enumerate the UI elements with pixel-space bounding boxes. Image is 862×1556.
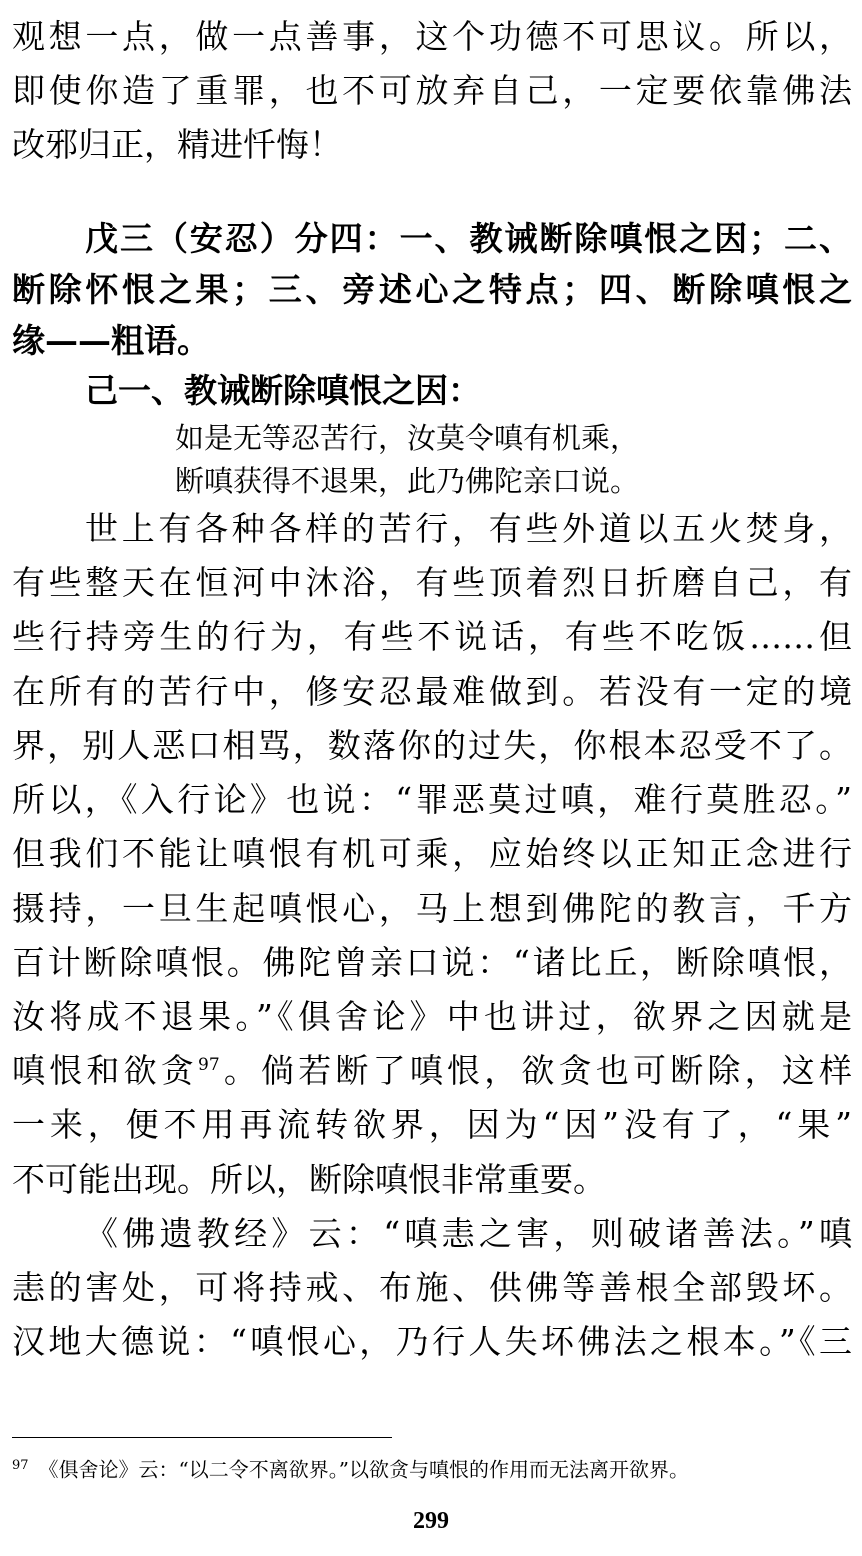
verse-line: 如是无等忍苦行，汝莫令嗔有机乘， [175,421,640,455]
body-line: 界，别人恶口相骂，数落你的过失，你根本忍受不了。 [12,726,852,765]
footnote-number: 97 [12,1458,29,1473]
body-line: 即使你造了重罪，也不可放弃自己，一定要依靠佛法 [12,71,852,110]
body-line: 汝将成不退果。”《俱舍论》中也讲过，欲界之因就是 [12,997,852,1036]
body-line: 但我们不能让嗔恨有机可乘，应始终以正知正念进行 [12,834,852,873]
footnote-text: 《俱舍论》云：“以二令不离欲界。”以欲贪与嗔恨的作用而无法离开欲界。 [38,1457,689,1482]
body-line: 所以，《入行论》也说：“罪恶莫过嗔，难行莫胜忍。” [12,780,852,819]
body-line: 不可能出现。所以，断除嗔恨非常重要。 [12,1160,606,1199]
page-number: 299 [413,1508,449,1534]
footnote-reference: 97 [198,1055,220,1075]
body-line-with-footnote [12,1051,852,1091]
body-line: 汉地大德说：“嗔恨心，乃行人失坏佛法之根本。”《三 [12,1322,852,1361]
verse-line: 断嗔获得不退果，此乃佛陀亲口说。 [175,464,640,498]
body-line: 一来，便不用再流转欲界，因为“因”没有了，“果” [12,1105,852,1144]
subsection-heading: 己一、教诫断除嗔恨之因： [85,371,481,410]
body-text: 。倘若断了嗔恨，欲贪也可断除，这样 [219,1051,853,1090]
section-heading-line: 戊三（安忍）分四：一、教诫断除嗔恨之因；二、 [85,219,852,258]
body-line: 百计断除嗔恨。佛陀曾亲口说：“诸比丘，断除嗔恨， [12,943,852,982]
footnote [12,1452,689,1484]
body-text: 嗔恨和欲贪 [12,1051,198,1090]
body-line: 恚的害处，可将持戒、布施、供佛等善根全部毁坏。 [12,1268,852,1307]
body-line: 改邪归正，精进忏悔！ [12,125,342,164]
body-line: 观想一点，做一点善事，这个功德不可思议。所以， [12,17,852,56]
body-line: 摄持，一旦生起嗔恨心，马上想到佛陀的教言，千方 [12,889,852,928]
body-line: 些行持旁生的行为，有些不说话，有些不吃饭……但 [12,617,852,656]
section-heading-line: 断除怀恨之果；三、旁述心之特点；四、断除嗔恨之 [12,270,852,309]
body-line: 在所有的苦行中，修安忍最难做到。若没有一定的境 [12,672,852,711]
section-heading-line: 缘——粗语。 [12,321,210,360]
body-line: 世上有各种各样的苦行，有些外道以五火焚身， [85,509,852,548]
footnote-divider [12,1437,392,1438]
body-line: 有些整天在恒河中沐浴，有些顶着烈日折磨自己，有 [12,563,852,602]
body-line: 《佛遗教经》云：“嗔恚之害，则破诸善法。”嗔 [85,1214,852,1253]
